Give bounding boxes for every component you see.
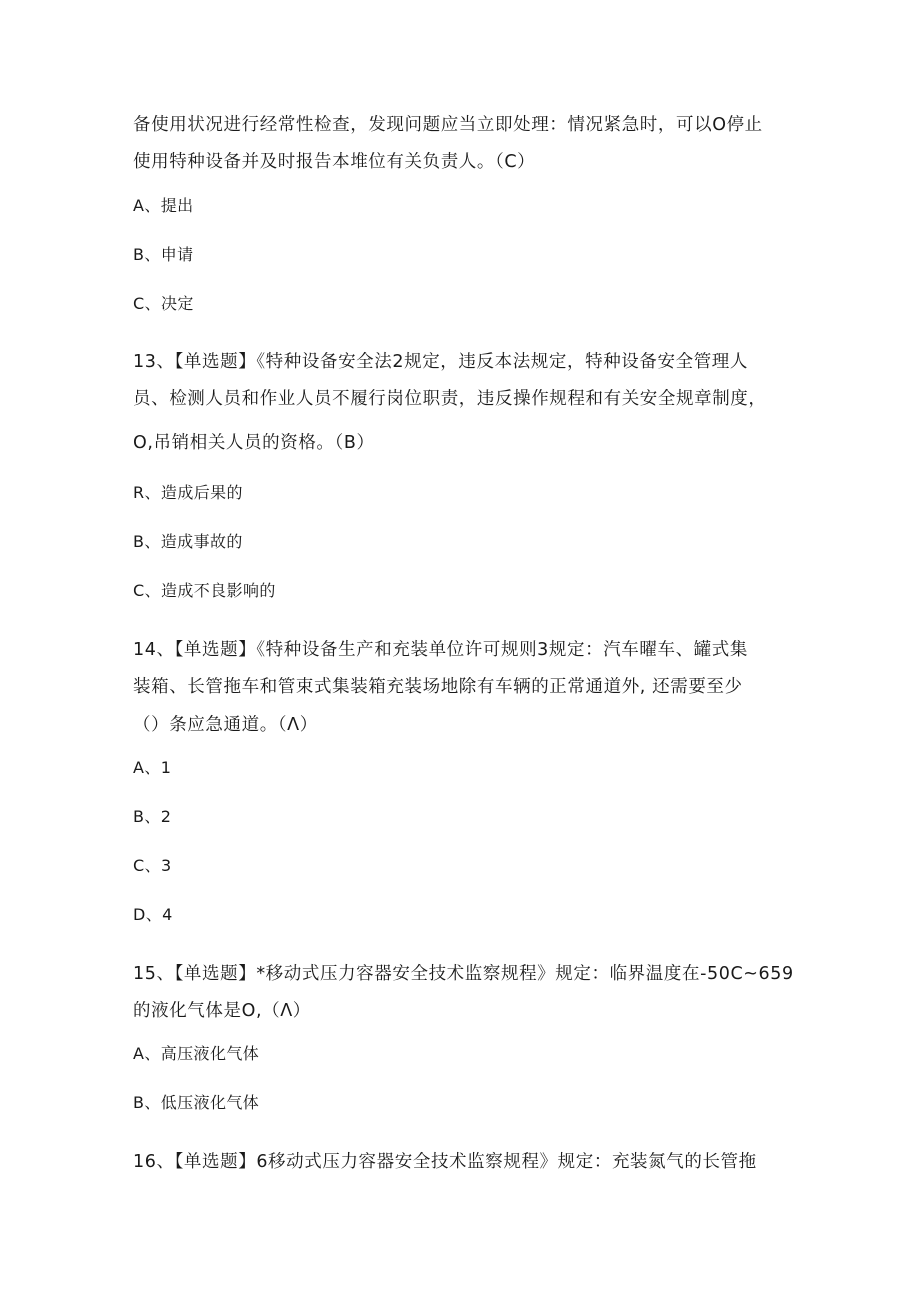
question-12-text-line-1: 备使用状况进行经常性检查，发现问题应当立即处理：情况紧急时，可以O停止 [133, 115, 763, 135]
question-12-option-a: A、提出 [133, 196, 194, 215]
question-13-option-b: B、造成事故的 [133, 532, 243, 551]
question-13-text-line-3: O,吊销相关人员的资格。（B） [133, 433, 375, 453]
question-15-option-a: A、高压液化气体 [133, 1044, 260, 1063]
question-14-text-line-3: （）条应急通道。（Λ） [133, 715, 318, 735]
question-12-text-line-2: 使用特种设备并及时报告本堆位有关负责人。（C） [133, 152, 536, 172]
question-15-option-b: B、低压液化气体 [133, 1093, 260, 1112]
question-14-option-b: B、2 [133, 807, 172, 826]
question-13-text-line-2: 员、检测人员和作业人员不履行岗位职责，违反操作规程和有关安全规章制度， [133, 389, 767, 409]
question-15-text-line-1: 15、【单选题】*移动式压力容器安全技术监察规程》规定：临界温度在-50C~659 [133, 964, 794, 984]
question-14-option-d: D、4 [133, 905, 173, 924]
question-14-text-line-2: 装箱、长管拖车和管束式集装箱充装场地除有车辆的正常通道外, 还需要至少 [133, 677, 743, 697]
question-14-text-line-1: 14、【单选题】《特种设备生产和充装单位许可规则3规定：汽车曜车、罐式集 [133, 640, 748, 660]
question-12-option-c: C、决定 [133, 294, 194, 313]
question-12-option-b: B、申请 [133, 245, 194, 264]
question-15-text-line-2: 的液化气体是O,（Λ） [133, 1001, 311, 1021]
question-14-option-c: C、3 [133, 856, 172, 875]
question-13-option-a: R、造成后果的 [133, 483, 243, 502]
question-14-option-a: A、1 [133, 758, 172, 777]
question-13-text-line-1: 13、【单选题】《特种设备安全法2规定，违反本法规定，特种设备安全管理人 [133, 352, 748, 372]
question-13-option-c: C、造成不良影响的 [133, 581, 276, 600]
question-16-text-line-1: 16、【单选题】6移动式压力容器安全技术监察规程》规定：充装氮气的长管拖 [133, 1152, 757, 1172]
